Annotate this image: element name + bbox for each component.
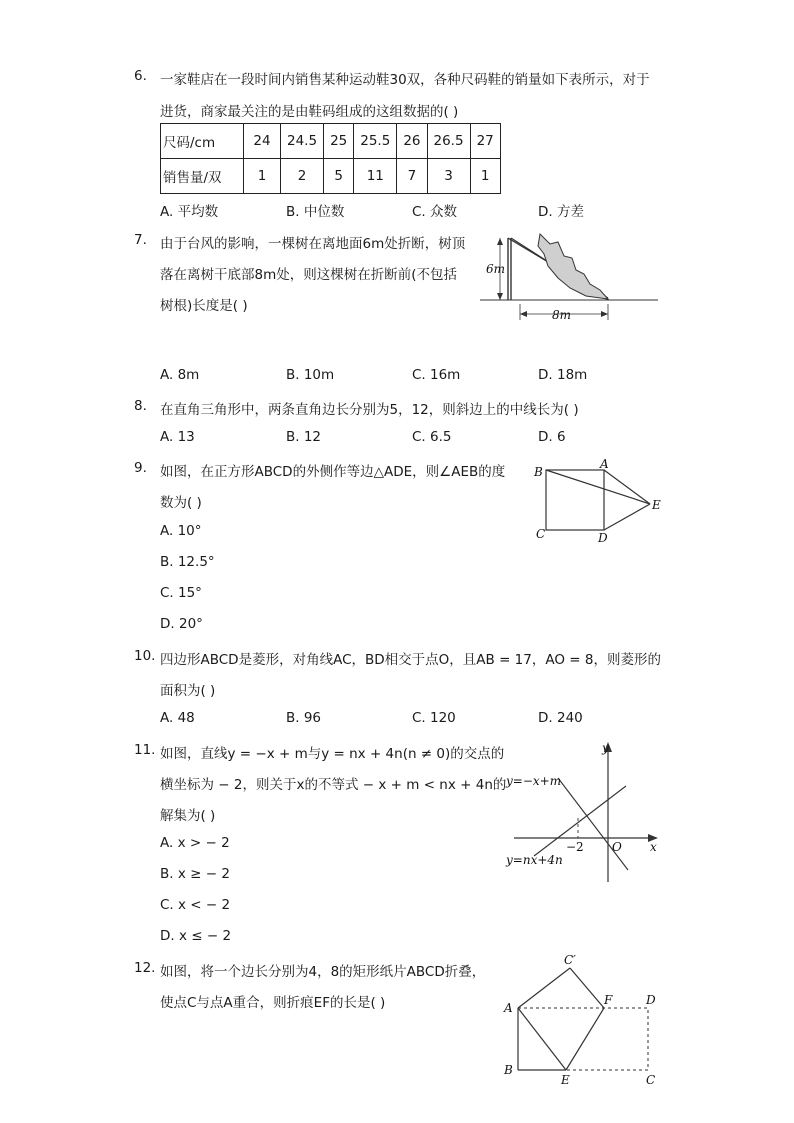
q12-label-c: C xyxy=(646,1073,656,1087)
table-cell: 27 xyxy=(470,124,500,159)
q11-line1-label: y=−x+m xyxy=(506,774,562,788)
q8-option-c: C. 6.5 xyxy=(412,429,452,445)
q9-option-a: A. 10° xyxy=(160,523,202,539)
q7-stem-line2: 落在离树干底部8m处，则这棵树在折断前(不包括 xyxy=(160,267,458,283)
table-cell: 24 xyxy=(244,124,281,159)
q10-stem-line1: 四边形ABCD是菱形，对角线AC，BD相交于点O，且AB = 17，AO = 8，则菱形的 xyxy=(160,652,661,668)
q9-label-d: D xyxy=(598,531,608,545)
q9-number: 9. xyxy=(134,460,147,476)
q9-label-c: C xyxy=(536,527,546,541)
table-cell: 26 xyxy=(397,124,427,159)
table-cell: 11 xyxy=(354,159,397,194)
q8-option-b: B. 12 xyxy=(286,429,322,445)
q12-label-b: B xyxy=(504,1063,513,1077)
q6-number: 6. xyxy=(134,68,147,84)
q10-number: 10. xyxy=(134,648,156,664)
q11-option-b: B. x ≥ − 2 xyxy=(160,866,230,882)
q11-stem-line1: 如图，直线y = −x + m与y = nx + 4n(n ≠ 0)的交点的 xyxy=(160,746,505,762)
q12-number: 12. xyxy=(134,960,156,976)
q6-size-table xyxy=(160,123,501,194)
q11-option-a: A. x > − 2 xyxy=(160,835,230,851)
table-cell: 26.5 xyxy=(427,124,470,159)
q11-origin-label: O xyxy=(612,840,622,854)
q12-stem-line2: 使点C与点A重合，则折痕EF的长是( ) xyxy=(160,995,386,1011)
q7-stem-line3: 树根)长度是( ) xyxy=(160,298,248,314)
q9-square-figure xyxy=(528,456,668,548)
q9-option-b: B. 12.5° xyxy=(160,554,215,570)
q6-option-b: B. 中位数 xyxy=(286,204,345,220)
q6-option-c: C. 众数 xyxy=(412,204,458,220)
q10-stem-line2: 面积为( ) xyxy=(160,683,216,699)
q7-option-d: D. 18m xyxy=(538,367,588,383)
q7-option-a: A. 8m xyxy=(160,367,200,383)
q8-number: 8. xyxy=(134,398,147,414)
table-row xyxy=(161,124,501,159)
q7-tree-figure xyxy=(478,226,660,326)
q12-label-c-prime: C′ xyxy=(564,954,576,967)
q11-option-c: C. x < − 2 xyxy=(160,897,231,913)
q9-option-c: C. 15° xyxy=(160,585,202,601)
q7-option-b: B. 10m xyxy=(286,367,335,383)
q7-stem-line1: 由于台风的影响，一棵树在离地面6m处折断，树顶 xyxy=(160,236,466,252)
q7-number: 7. xyxy=(134,232,147,248)
table-row xyxy=(161,159,501,194)
q12-fold-figure xyxy=(500,954,670,1088)
table-row-label: 销售量/双 xyxy=(161,159,244,194)
q9-label-a: A xyxy=(600,457,609,471)
q12-label-d: D xyxy=(646,993,656,1007)
q11-graph-figure xyxy=(504,738,664,886)
table-cell: 24.5 xyxy=(281,124,324,159)
table-cell: 3 xyxy=(427,159,470,194)
q11-tick-label: −2 xyxy=(566,840,584,854)
q11-option-d: D. x ≤ − 2 xyxy=(160,928,232,944)
q6-option-a: A. 平均数 xyxy=(160,204,219,220)
table-row-label: 尺码/cm xyxy=(161,124,244,159)
q10-option-b: B. 96 xyxy=(286,710,322,726)
table-cell: 25 xyxy=(324,124,354,159)
table-cell: 1 xyxy=(470,159,500,194)
q9-stem-line1: 如图，在正方形ABCD的外侧作等边△ADE，则∠AEB的度 xyxy=(160,464,506,480)
q7-option-c: C. 16m xyxy=(412,367,461,383)
q11-x-axis-label: x xyxy=(650,840,657,854)
table-cell: 1 xyxy=(244,159,281,194)
q9-option-d: D. 20° xyxy=(160,616,203,632)
q11-number: 11. xyxy=(134,742,156,758)
q8-option-a: A. 13 xyxy=(160,429,195,445)
q9-stem-line2: 数为( ) xyxy=(160,495,202,511)
q10-option-a: A. 48 xyxy=(160,710,195,726)
q11-stem-line2: 横坐标为 − 2，则关于x的不等式 − x + m < nx + 4n的 xyxy=(160,777,507,793)
q6-stem-line2: 进货，商家最关注的是由鞋码组成的这组数据的( ) xyxy=(160,104,459,120)
q12-stem-line1: 如图，将一个边长分别为4，8的矩形纸片ABCD折叠， xyxy=(160,964,486,980)
q8-option-d: D. 6 xyxy=(538,429,566,445)
q11-stem-line3: 解集为( ) xyxy=(160,808,216,824)
q9-label-b: B xyxy=(534,465,543,479)
q12-label-f: F xyxy=(604,993,613,1007)
q9-label-e: E xyxy=(652,498,661,512)
q7-label-6m: 6m xyxy=(486,262,506,276)
table-cell: 5 xyxy=(324,159,354,194)
q10-option-c: C. 120 xyxy=(412,710,456,726)
q11-line2-label: y=nx+4n xyxy=(506,853,563,867)
q12-label-e: E xyxy=(561,1073,570,1087)
table-cell: 25.5 xyxy=(354,124,397,159)
q10-option-d: D. 240 xyxy=(538,710,583,726)
q8-stem-line1: 在直角三角形中，两条直角边长分别为5，12，则斜边上的中线长为( ) xyxy=(160,402,579,418)
table-cell: 7 xyxy=(397,159,427,194)
q12-label-a: A xyxy=(504,1001,513,1015)
q6-option-d: D. 方差 xyxy=(538,204,584,220)
q11-y-axis-label: y xyxy=(602,741,609,755)
q6-stem-line1: 一家鞋店在一段时间内销售某种运动鞋30双，各种尺码鞋的销量如下表所示，对于 xyxy=(160,72,650,88)
table-cell: 2 xyxy=(281,159,324,194)
q7-label-8m: 8m xyxy=(552,308,572,322)
